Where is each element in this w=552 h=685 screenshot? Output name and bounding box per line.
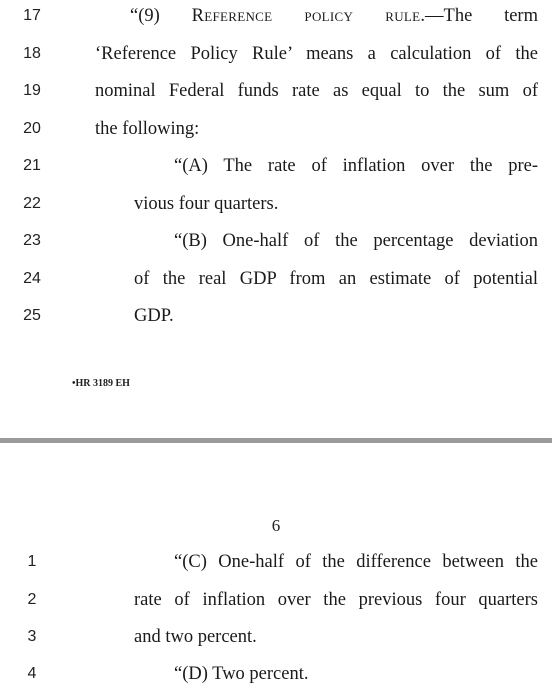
line-number: 17 [23, 7, 41, 24]
bill-line: ‘Reference Policy Rule’ means a calculation of the [95, 44, 538, 64]
bill-line: “(A) The rate of inflation over the pre- [174, 156, 538, 176]
bill-line: “(D) Two percent. [174, 664, 309, 684]
line-suffix: .—The term [420, 6, 538, 26]
bill-footer-id: •HR 3189 EH [72, 378, 130, 389]
bill-line: rate of inflation over the previous four quarters [134, 590, 538, 610]
line-number: 1 [27, 553, 37, 570]
line-number: 2 [27, 591, 37, 608]
bill-line: vious four quarters. [134, 194, 279, 214]
line-number: 19 [23, 82, 41, 99]
line-prefix: “(9) [130, 6, 192, 26]
page-divider [0, 438, 552, 443]
bill-line: “(C) One-half of the difference between the [174, 552, 538, 572]
bill-line: of the real GDP from an estimate of potential [134, 269, 538, 289]
bill-line: and two percent. [134, 627, 257, 647]
page-number: 6 [271, 516, 281, 535]
line-number: 21 [23, 157, 41, 174]
line-number: 22 [23, 195, 41, 212]
line-number: 24 [23, 270, 41, 287]
section-heading: Reference policy rule [191, 6, 421, 26]
line-number: 4 [27, 665, 37, 682]
bill-line: the following: [95, 119, 200, 139]
bill-line: GDP. [134, 306, 174, 326]
line-number: 18 [23, 45, 41, 62]
line-number: 23 [23, 232, 41, 249]
line-number: 3 [27, 628, 37, 645]
line-number: 25 [23, 307, 41, 324]
line-number: 20 [23, 120, 41, 137]
bill-line: nominal Federal funds rate as equal to the sum of [95, 81, 538, 101]
bill-line [130, 5, 538, 27]
bill-line: “(B) One-half of the percentage deviation [174, 231, 538, 251]
